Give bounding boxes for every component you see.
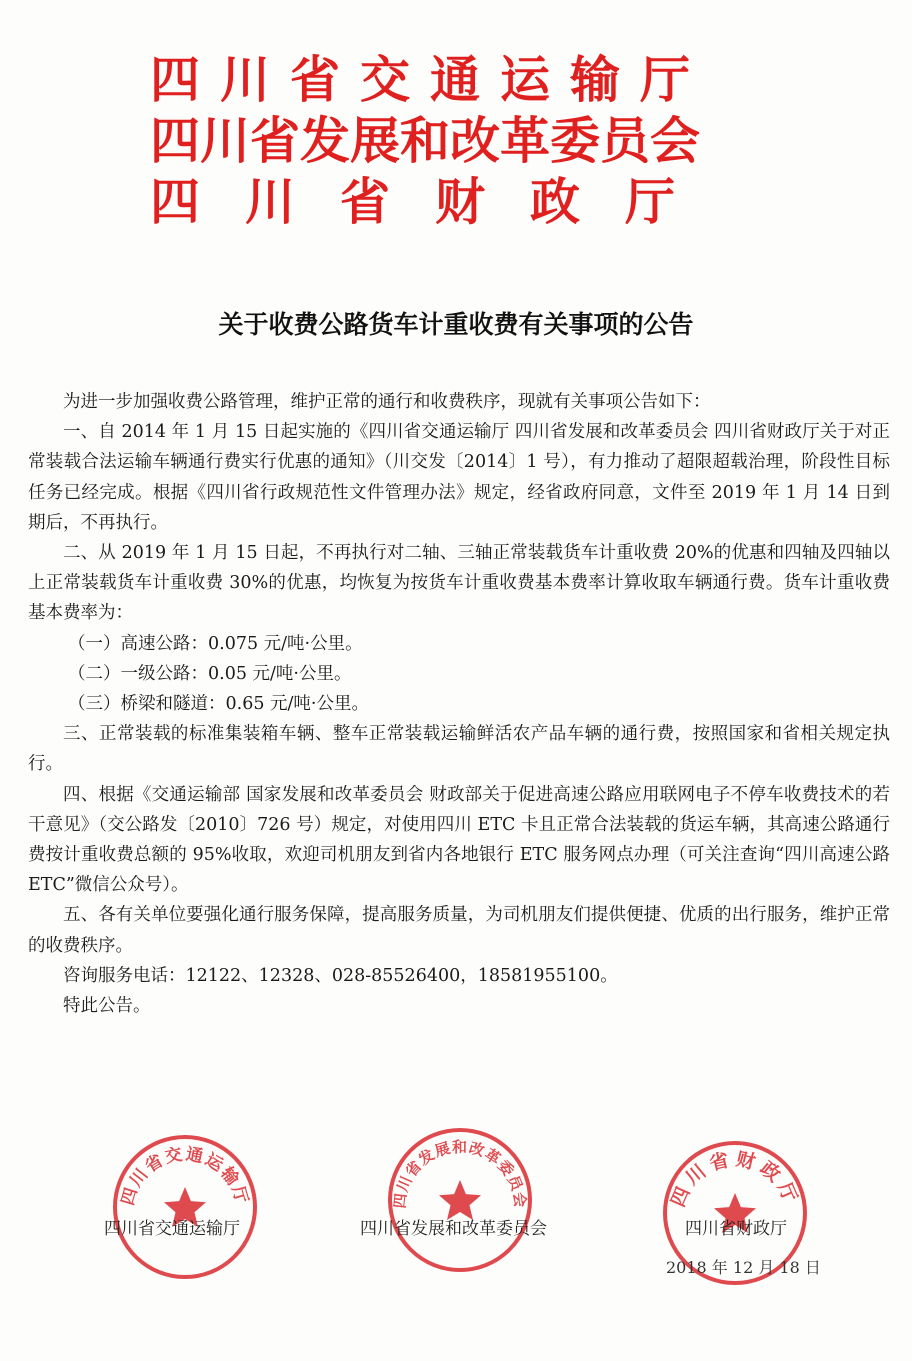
signature-transport: 四川省交通运输厅 [104,1219,240,1239]
intro-paragraph: 为进一步加强收费公路管理，维护正常的通行和收费秩序，现就有关事项公告如下： [63,392,711,412]
document-body [28,387,890,1021]
issue-date: 2018 年 12 月 18 日 [666,1258,821,1277]
paragraph-5: 五、各有关单位要强化通行服务保障，提高服务质量，为司机朋友们提供便捷、优质的出行服务，维护正常的收费秩序。 [28,905,890,956]
paragraph-1: 一、自 2014 年 1 月 15 日起实施的《四川省交通运输厅 四川省发展和改革委员会 四川省财政厅关于对正常装载合法运输车辆通行费实行优惠的通知》（川交发〔2014〕1 号），有力推动了超限超载治理，阶段性目标任务已经完成。根据《四川省行政规范性文件管理办法》规定，经省政府同意，文件至 2019 年 1 月 14 日到期后，不再执行。 [28,422,890,533]
paragraph-3: 三、正常装载的标准集装箱车辆、整车正常装载运输鲜活农产品车辆的通行费，按照国家和省相关规定执行。 [28,724,890,775]
paragraph-4: 四、根据《交通运输部 国家发展和改革委员会 财政部关于促进高速公路应用联网电子不停车收费技术的若干意见》（交公路发〔2010〕726 号）规定，对使用四川 ETC 卡且正常合法装载的货运车辆，其高速公路通行费按计重收费总额的 95%收取，欢迎司机朋友到省内各地银行 ETC 服务网点办理（可关注查询“四川高速公路 ETC”微信公众号）。 [28,784,890,896]
contact-line: 咨询服务电话：12122、12328、028-85526400，18581955100。 [63,965,618,986]
signature-finance: 四川省财政厅 [685,1219,787,1239]
agency-header [150,50,762,233]
seal-finance-text: 四川省财政厅 [666,1148,804,1211]
rate-bridge-tunnel: （三）桥梁和隧道：0.65 元/吨·公里。 [68,694,369,715]
seal-ndrc-text: 四川省发展和改革委员会 [390,1137,530,1210]
document-title: 关于收费公路货车计重收费有关事项的公告 [218,310,694,339]
rate-class1-road: （二）一级公路：0.05 元/吨·公里。 [68,663,352,684]
paragraph-2: 二、从 2019 年 1 月 15 日起，不再执行对二轴、三轴正常装载货车计重收费 20%的优惠和四轴及四轴以上正常装载货车计重收费 30%的优惠，均恢复为按货车计重收费基本费率计算收取车辆通行费。货车计重收费基本费率为： [28,543,890,624]
signature-ndrc: 四川省发展和改革委员会 [360,1219,547,1239]
header-line-transport: 四川省交通运输厅 [150,51,710,109]
seal-ndrc-icon [385,1125,535,1275]
seal-transport-icon [110,1132,260,1282]
header-line-finance: 四川省财政厅 [150,173,720,231]
closing-line: 特此公告。 [63,996,151,1017]
seal-transport-text: 四川省交通运输厅 [118,1144,252,1208]
rate-highway: （一）高速公路：0.075 元/吨·公里。 [68,633,363,654]
header-line-ndrc: 四川省发展和改革委员会 [150,112,700,170]
